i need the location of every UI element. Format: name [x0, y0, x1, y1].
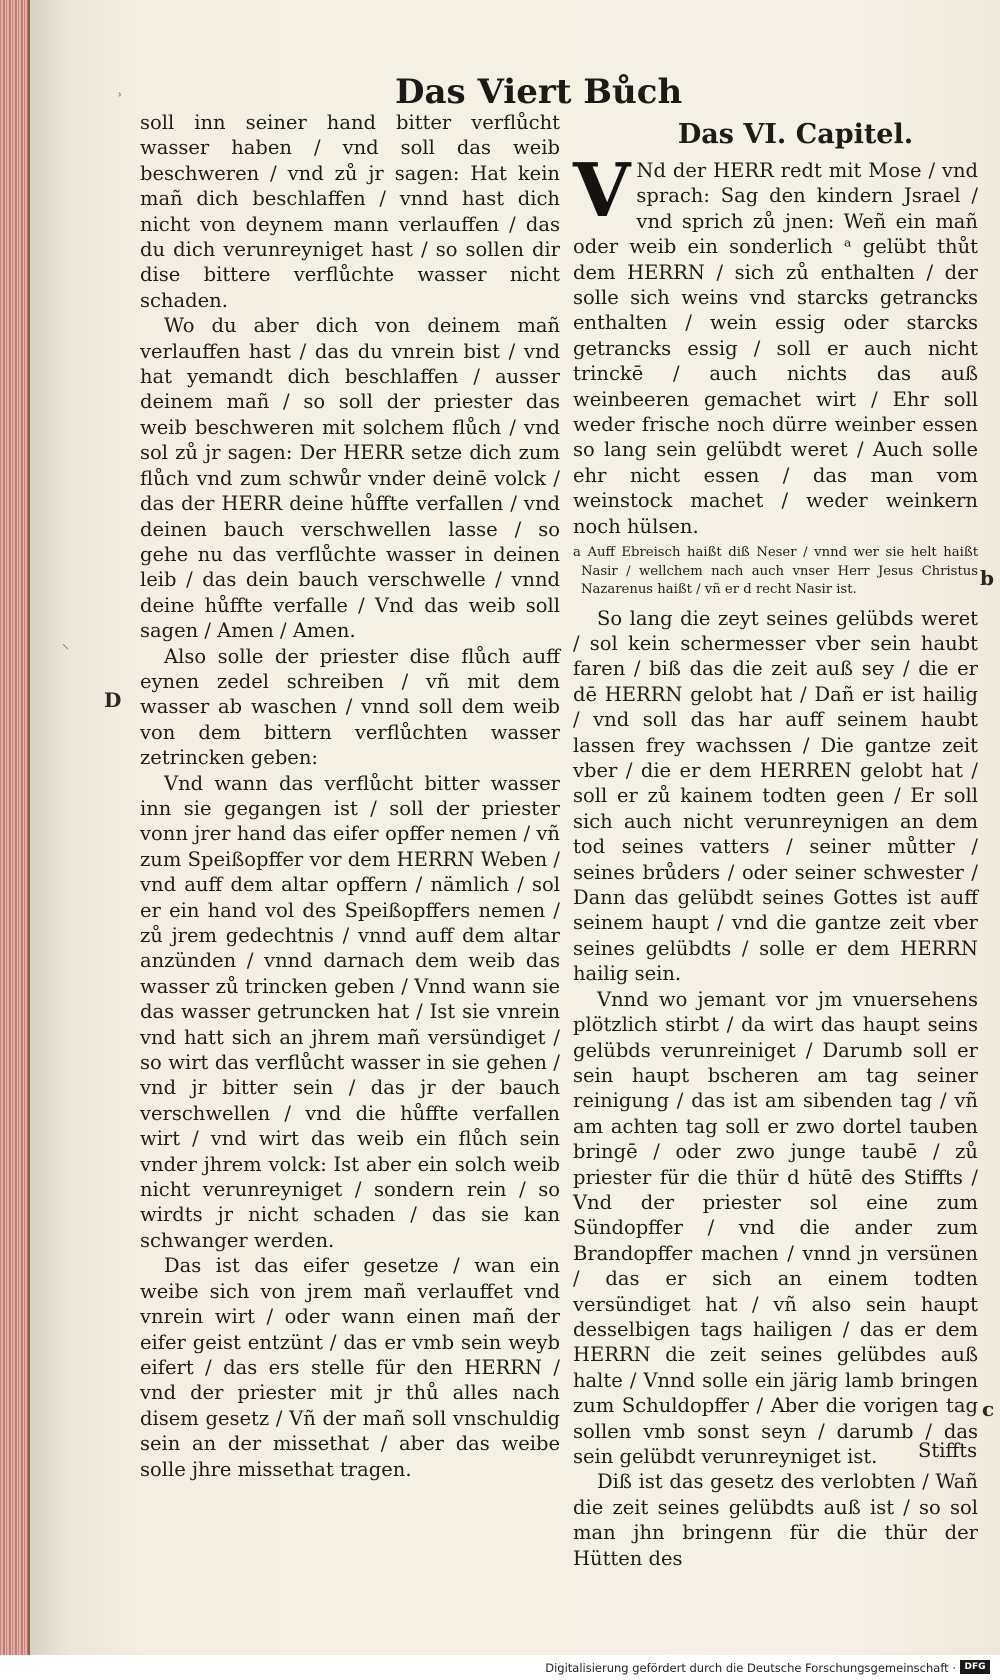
chapter-title: Das VI. Capitel.	[677, 119, 914, 150]
dfg-logo: DFG	[960, 1660, 990, 1674]
paragraph: So lang die zeyt seines gelübds weret / sol kein schermesser vber sein haubt faren / biß das die zeit auß sey / die er dē HERRN gelobt hat / Dañ er ist hailig / vnd soll das har auff seinem haubt lassen frey wachssen / Die gantze zeit vber / die er dem HERREN gelobt hat / soll er zů kainem todten geen / Er soll sich auch nicht verunreynigen an dem tod seines vatters / seiner můtter / seines brůders / oder seiner schwester / Dann das gelübdt seines Gottes ist auff seinem haupt / vnd die gantze zeit vber seines gelübdts / solle er dem HERRN hailig sein.	[573, 606, 978, 986]
catch-word: Stiffts	[918, 1439, 978, 1462]
paragraph: Vnd wann das verflůcht bitter wasser inn sie gegangen ist / soll der priester vonn jrer hand das eifer opffer nemen / vñ zum Speißopffer vor dem HERRN Weben / vnd auff dem altar opffern / nämlich / sol er ein hand vol des Speißopffers nemen / zů jrem gedechtnis / vnnd auff dem altar anzünden / vnnd darnach dem weib das wasser zů trincken geben / Vnnd wann sie das wasser getruncken hat / Ist sie vnrein vnd hatt sich an jhrem mañ versündiget / so wirt das verflůcht wasser in sie gehen / vnd jr bitter sein / das jr der bauch verschwellen / vnd die hůffte verfallen wirt / vnd wirt das weib ein flůch sein vnder jhrem volck: Ist aber ein solch weib nicht verunreyniget / sondern rein / so wirdts jr nicht schaden / das sie kan schwanger werden.	[140, 771, 560, 1252]
margin-mark: ⸌	[62, 642, 69, 658]
paragraph: Wo du aber dich von deinem mañ verlauffen hast / das du vnrein bist / vnd hat yemandt dich beschlaffen / ausser deinem mañ / so soll der priester das weib beschweren mit solchem flůch / vnd sol zů jr sagen: Der HERR setze dich zum flůch vnd zum schwůr vnder deinē volck / das der HERR deine hůffte verfallen / vnd deinen bauch verschwellen lasse / so gehe nu das verflůchte wasser in deinen leib / das dein bauch verschwelle / vnnd deine hůffte verfalle / Vnd das weib soll sagen / Amen / Amen.	[140, 314, 560, 643]
marginal-note: a Auff Ebreisch haißt diß Neser / vnnd wer sie helt haißt Nasir / wellchem nach auch vnser Herr Jesus Christus Nazarenus haißt / vñ er d recht Nasir ist.	[573, 545, 978, 598]
margin-letter-d: D	[104, 688, 122, 712]
funding-credit: Digitalisierung gefördert durch die Deutsche Forschungsgemeinschaft ·	[545, 1661, 956, 1675]
paragraph: Diß ist das gesetz des verlobten / Wañ die zeit seines gelübdts auß ist / so sol man jhn bringenn für die thür der Hütten des	[573, 1470, 978, 1570]
margin-letter-b: b	[980, 566, 994, 590]
margin-mark: ˒	[118, 88, 123, 104]
paragraph: Also solle der priester dise flůch auff eynen zedel schreiben / vñ mit dem wasser ab waschen / vnnd soll dem weib von dem bittern verflůchten wasser zetrincken geben:	[140, 644, 560, 770]
footer-bar	[0, 1655, 1000, 1680]
paragraph: Vnnd wo jemant vor jm vnuersehens plötzlich stirbt / da wirt das haupt seins gelübds verunreiniget / Darumb soll er sein haupt bscheren am tag seiner reinigung / das ist am sibenden tag / vñ am achten tag soll er zwo dortel tauben bringē / oder zwo junge taubē / zů priester für die thür d hütē des Stiffts / Vnd der priester sol eine zum Sündopffer / vnd die ander zum Brandopffer machen / vnnd jn versünen / das er sich an einem todten versündiget hat / vñ also sein haupt desselbigen tags hailigen / das er dem HERRN die zeit seines gelübdes auß halte / Vnnd solle ein järig lamb bringen zum Schuldopffer / Aber die vorigen tag sollen vmb sonst seyn / darumb / das sein gelübdt verunreyniget ist.	[573, 987, 978, 1468]
drop-cap-letter: V	[573, 148, 631, 234]
opening-paragraph	[573, 148, 978, 539]
opening-text: Nd der HERR redt mit Mose / vnd sprach: Sag den kindern Jsrael / vnd sprich zů jnen: Weñ ein mañ oder weib ein sonderlich ᵃ gelübt thůt dem HERRN / sich zů enthalten / der solle sich weins vnd starcks getrancks enthalten / wein essig oder starcks getrancks essig / soll er auch nicht trinckē / auch nichts das auß weinbeeren gemachet wirt / Ehr soll weder frische noch dürre weinber essen so lang sein gelübdt weret / Auch solle ehr nicht essen / das man vom weinstock machet / weder weinkern noch hülsen.	[573, 159, 978, 538]
book-page-edge	[0, 0, 30, 1655]
paragraph: soll inn seiner hand bitter verflůcht wasser haben / vnd soll das weib beschweren / vnd zů jr sagen: Hat kein mañ dich beschlaffen / vnnd hast dich nicht von deynem mann verlauffen / das du dich verunreyniget hast / so sollen dir dise bittere verflůchte wasser nicht schaden.	[140, 111, 560, 312]
running-header: Das Viert Bůch	[395, 72, 683, 112]
margin-letter-c: c	[982, 1397, 995, 1421]
right-column	[573, 118, 978, 1571]
paragraph: Das ist das eifer gesetze / wan ein weibe sich von jrem mañ verlauffet vnd vnrein wirt / oder wann einen mañ der eifer geist entzünt / das er vmb sein weyb eifert / das ers stelle für den HERRN / vnd der priester mit jr thů alles nach disem gesetz / Vñ der mañ soll vnschuldig sein an der missethat / aber das weibe solle jhre missethat tragen.	[140, 1254, 560, 1481]
left-column	[140, 110, 560, 1482]
